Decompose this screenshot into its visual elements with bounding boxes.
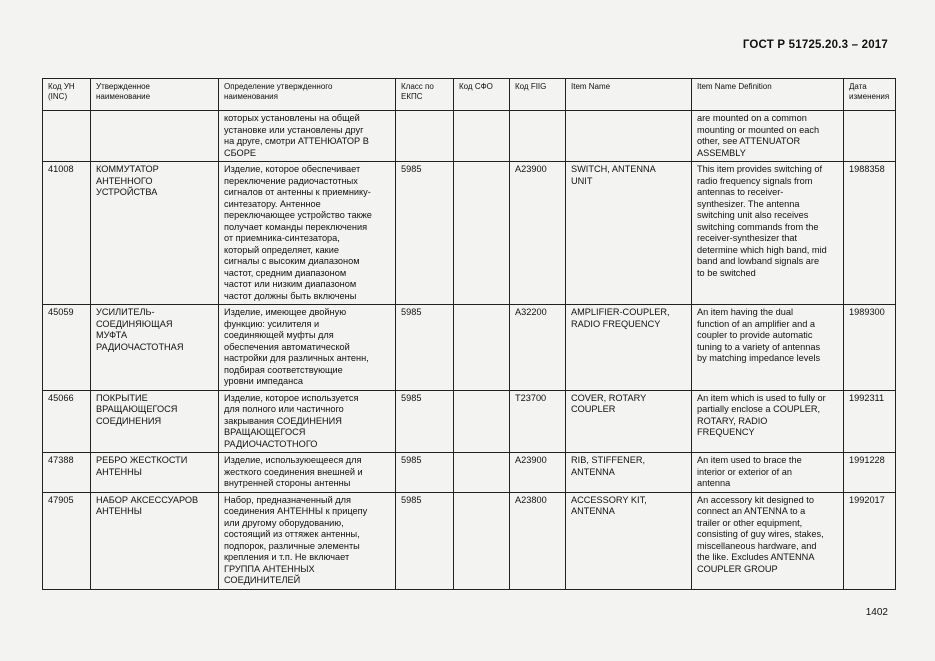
col-header-approved-name: Утвержденное наименование	[91, 79, 219, 111]
col-header-sfo: Код СФО	[454, 79, 510, 111]
cell-item-name: COVER, ROTARY COUPLER	[566, 390, 692, 453]
cell-inc: 41008	[43, 162, 91, 305]
cell-class: 5985	[396, 492, 454, 589]
cell-sfo	[454, 390, 510, 453]
cell-inc: 47388	[43, 453, 91, 493]
cell-fiig: A23900	[510, 453, 566, 493]
cell-item-definition: An item which is used to fully or partially enclose a COUPLER, ROTARY, RADIO FREQUENCY	[692, 390, 844, 453]
col-header-inc: Код УН (INC)	[43, 79, 91, 111]
cell-sfo	[454, 453, 510, 493]
table-row	[43, 390, 896, 453]
cell-definition: Изделие, которое обеспечивает переключение радиочастотных сигналов от антенны к приемнику- синтезатору. Антенное переключающее устройство также получает команды переключения от приемника-синтезатора, который определяет, какие сигналы с высоким диапазоном частот, средним диапазоном частот или низким диапазоном частот должны быть включены	[219, 162, 396, 305]
table-row	[43, 492, 896, 589]
cell-inc	[43, 111, 91, 162]
cell-class: 5985	[396, 305, 454, 391]
cell-item-definition: are mounted on a common mounting or mounted on each other, see ATTENUATOR ASSEMBLY	[692, 111, 844, 162]
table-row	[43, 162, 896, 305]
cell-definition: Изделие, которое используется для полного или частичного закрывания СОЕДИНЕНИЯ ВРАЩАЮЩЕГОСЯ РАДИОЧАСТОТНОГО	[219, 390, 396, 453]
cell-class	[396, 111, 454, 162]
cell-item-name: ACCESSORY KIT, ANTENNA	[566, 492, 692, 589]
nomenclature-table	[42, 78, 896, 590]
cell-item-name: RIB, STIFFENER, ANTENNA	[566, 453, 692, 493]
cell-approved-name: УСИЛИТЕЛЬ- СОЕДИНЯЮЩАЯ МУФТА РАДИОЧАСТОТНАЯ	[91, 305, 219, 391]
col-header-item-definition: Item Name Definition	[692, 79, 844, 111]
cell-fiig: A23800	[510, 492, 566, 589]
cell-fiig: A32200	[510, 305, 566, 391]
cell-item-name: AMPLIFIER-COUPLER, RADIO FREQUENCY	[566, 305, 692, 391]
cell-class: 5985	[396, 453, 454, 493]
cell-approved-name: КОММУТАТОР АНТЕННОГО УСТРОЙСТВА	[91, 162, 219, 305]
col-header-item-name: Item Name	[566, 79, 692, 111]
cell-definition: Изделие, используюещееся для жесткого соединения внешней и внутренней стороны антенны	[219, 453, 396, 493]
cell-item-definition: An item having the dual function of an amplifier and a coupler to provide automatic tuning to a variety of antennas by matching impedance levels	[692, 305, 844, 391]
cell-fiig	[510, 111, 566, 162]
cell-definition: которых установлены на общей установке или установлены друг на друге, смотри АТТЕНЮАТОР В СБОРЕ	[219, 111, 396, 162]
cell-fiig: T23700	[510, 390, 566, 453]
col-header-date: Дата изменения	[844, 79, 896, 111]
cell-approved-name	[91, 111, 219, 162]
cell-inc: 45066	[43, 390, 91, 453]
cell-date: 1992017	[844, 492, 896, 589]
cell-sfo	[454, 162, 510, 305]
cell-definition: Набор, предназначенный для соединения АНТЕННЫ к прицепу или другому оборудованию, состоящий из оттяжек антенны, подпорок, различные элементы крепления и т.п. Не включает ГРУППА АНТЕННЫХ СОЕДИНИТЕЛЕЙ	[219, 492, 396, 589]
cell-approved-name: ПОКРЫТИЕ ВРАЩАЮЩЕГОСЯ СОЕДИНЕНИЯ	[91, 390, 219, 453]
cell-item-name	[566, 111, 692, 162]
cell-sfo	[454, 305, 510, 391]
table-row	[43, 305, 896, 391]
cell-approved-name: НАБОР АКСЕССУАРОВ АНТЕННЫ	[91, 492, 219, 589]
cell-class: 5985	[396, 390, 454, 453]
col-header-fiig: Код FIIG	[510, 79, 566, 111]
cell-date: 1992311	[844, 390, 896, 453]
cell-definition: Изделие, имеющее двойную функцию: усилителя и соединяющей муфты для обеспечения автоматической настройки для различных антенн, подбирая соответствующие уровни импеданса	[219, 305, 396, 391]
table-header-row	[43, 79, 896, 111]
page-number: 1402	[865, 607, 888, 618]
col-header-class: Класс по ЕКПС	[396, 79, 454, 111]
cell-sfo	[454, 111, 510, 162]
cell-fiig: A23900	[510, 162, 566, 305]
cell-item-definition: An accessory kit designed to connect an ANTENNA to a trailer or other equipment, consisting of guy wires, stakes, miscellaneous hardware, and the like. Excludes ANTENNA COUPLER GROUP	[692, 492, 844, 589]
cell-date: 1989300	[844, 305, 896, 391]
cell-item-definition: This item provides switching of radio frequency signals from antennas to receiver- synthesizer. The antenna switching unit also receives switching commands from the receiver-synthesizer that determine which high band, mid band and lowband signals are to be switched	[692, 162, 844, 305]
cell-date: 1991228	[844, 453, 896, 493]
cell-class: 5985	[396, 162, 454, 305]
table-row	[43, 453, 896, 493]
cell-item-name: SWITCH, ANTENNA UNIT	[566, 162, 692, 305]
cell-inc: 47905	[43, 492, 91, 589]
cell-sfo	[454, 492, 510, 589]
cell-item-definition: An item used to brace the interior or exterior of an antenna	[692, 453, 844, 493]
document-code: ГОСТ Р 51725.20.3 – 2017	[742, 39, 888, 51]
col-header-definition: Определение утвержденного наименования	[219, 79, 396, 111]
cell-approved-name: РЕБРО ЖЕСТКОСТИ АНТЕННЫ	[91, 453, 219, 493]
cell-inc: 45059	[43, 305, 91, 391]
cell-date	[844, 111, 896, 162]
cell-date: 1988358	[844, 162, 896, 305]
table-row	[43, 111, 896, 162]
